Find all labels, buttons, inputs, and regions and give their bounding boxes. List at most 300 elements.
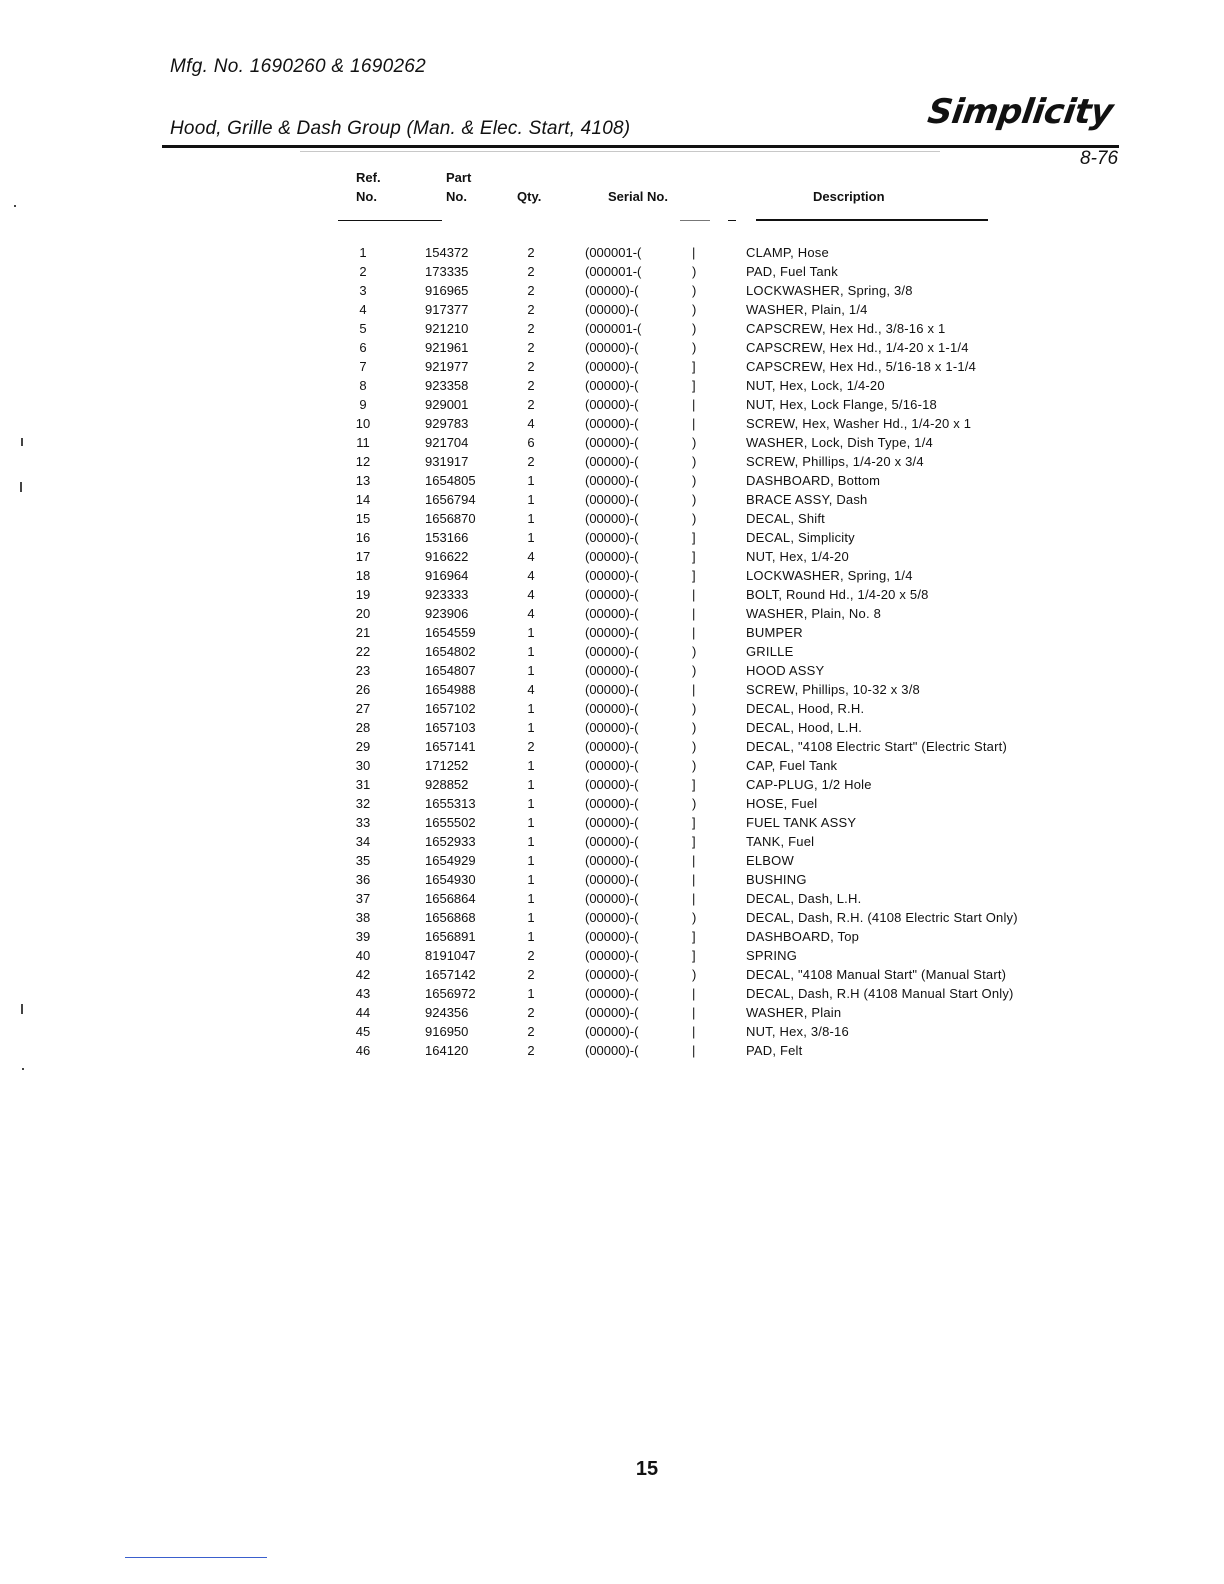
part-number: 1654930 [425, 872, 476, 887]
ref-number: 22 [355, 644, 371, 659]
ref-number: 33 [355, 815, 371, 830]
serial-end-mark: ] [692, 568, 696, 583]
ref-number: 43 [355, 986, 371, 1001]
description: PAD, Felt [746, 1043, 803, 1058]
part-number: 1655313 [425, 796, 476, 811]
table-row [0, 490, 1224, 509]
part-number: 928852 [425, 777, 469, 792]
part-number: 916622 [425, 549, 469, 564]
description: BUMPER [746, 625, 803, 640]
serial-end-mark: ] [692, 815, 696, 830]
serial-number: (00000)-( [585, 549, 639, 564]
serial-number: (00000)-( [585, 777, 639, 792]
quantity: 4 [527, 606, 535, 621]
serial-number: (00000)-( [585, 929, 639, 944]
part-number: 8191047 [425, 948, 476, 963]
quantity: 4 [527, 587, 535, 602]
description: DECAL, Shift [746, 511, 825, 526]
manufacturer-number: Mfg. No. 1690260 & 1690262 [170, 56, 427, 77]
quantity: 6 [527, 435, 535, 450]
serial-number: (00000)-( [585, 986, 639, 1001]
serial-end-mark: ) [692, 663, 697, 678]
serial-end-mark: ] [692, 929, 696, 944]
serial-end-mark: | [692, 397, 696, 412]
serial-end-mark: ) [692, 796, 697, 811]
description: PAD, Fuel Tank [746, 264, 838, 279]
serial-end-mark: | [692, 853, 696, 868]
quantity: 1 [527, 530, 535, 545]
ref-number: 12 [355, 454, 371, 469]
scan-speck [21, 1004, 23, 1014]
description: SCREW, Phillips, 1/4-20 x 3/4 [746, 454, 924, 469]
description: NUT, Hex, 1/4-20 [746, 549, 849, 564]
serial-number: (00000)-( [585, 834, 639, 849]
description: DASHBOARD, Top [746, 929, 860, 944]
header-rule-faint [300, 151, 940, 152]
description: DASHBOARD, Bottom [746, 473, 881, 488]
serial-number: (00000)-( [585, 340, 639, 355]
quantity: 4 [527, 549, 535, 564]
quantity: 1 [527, 758, 535, 773]
col-header-ref [356, 168, 381, 206]
description: DECAL, Simplicity [746, 530, 855, 545]
quantity: 2 [527, 397, 535, 412]
col-header-part [446, 168, 471, 206]
quantity: 4 [527, 416, 535, 431]
serial-end-mark: ) [692, 264, 697, 279]
serial-number: (00000)-( [585, 739, 639, 754]
part-number: 1656870 [425, 511, 476, 526]
description: BOLT, Round Hd., 1/4-20 x 5/8 [746, 587, 929, 602]
serial-number: (00000)-( [585, 910, 639, 925]
serial-number: (00000)-( [585, 416, 639, 431]
table-row [0, 1041, 1224, 1060]
description: WASHER, Plain [746, 1005, 842, 1020]
ref-number: 16 [355, 530, 371, 545]
serial-number: (00000)-( [585, 530, 639, 545]
serial-number: (00000)-( [585, 644, 639, 659]
serial-number: (00000)-( [585, 606, 639, 621]
part-number: 924356 [425, 1005, 469, 1020]
header-rule [162, 145, 1119, 148]
serial-number: (00000)-( [585, 492, 639, 507]
table-row [0, 756, 1224, 775]
quantity: 1 [527, 891, 535, 906]
ref-number: 1 [359, 245, 367, 260]
part-number: 1654802 [425, 644, 476, 659]
serial-end-mark: ) [692, 321, 697, 336]
ref-number: 44 [355, 1005, 371, 1020]
table-row [0, 718, 1224, 737]
description: DECAL, Dash, L.H. [746, 891, 862, 906]
description: ELBOW [746, 853, 794, 868]
table-row [0, 509, 1224, 528]
table-row [0, 338, 1224, 357]
footer-line [125, 1557, 267, 1558]
part-number: 923358 [425, 378, 469, 393]
table-row [0, 680, 1224, 699]
description: FUEL TANK ASSY [746, 815, 857, 830]
col-header-part-top: Part [446, 170, 472, 185]
description: DECAL, Hood, L.H. [746, 720, 863, 735]
ref-number: 10 [355, 416, 371, 431]
quantity: 2 [527, 739, 535, 754]
serial-number: (00000)-( [585, 967, 639, 982]
serial-number: (00000)-( [585, 302, 639, 317]
table-row [0, 813, 1224, 832]
part-number: 1657142 [425, 967, 476, 982]
quantity: 2 [527, 967, 535, 982]
description: LOCKWASHER, Spring, 3/8 [746, 283, 913, 298]
table-row [0, 566, 1224, 585]
serial-end-mark: ) [692, 644, 697, 659]
description: WASHER, Plain, No. 8 [746, 606, 882, 621]
part-number: 916965 [425, 283, 469, 298]
table-row [0, 281, 1224, 300]
table-row [0, 262, 1224, 281]
table-row [0, 376, 1224, 395]
ref-number: 17 [355, 549, 371, 564]
quantity: 1 [527, 720, 535, 735]
table-row [0, 737, 1224, 756]
serial-end-mark: | [692, 1005, 696, 1020]
quantity: 2 [527, 245, 535, 260]
serial-number: (00000)-( [585, 796, 639, 811]
table-row [0, 433, 1224, 452]
table-row [0, 1003, 1224, 1022]
serial-end-mark: ] [692, 359, 696, 374]
serial-number: (00000)-( [585, 587, 639, 602]
serial-end-mark: | [692, 606, 696, 621]
quantity: 2 [527, 321, 535, 336]
serial-number: (00000)-( [585, 568, 639, 583]
description: DECAL, Dash, R.H. (4108 Electric Start Only) [746, 910, 1018, 925]
serial-end-mark: | [692, 1043, 696, 1058]
serial-end-mark: ) [692, 739, 697, 754]
description: DECAL, "4108 Electric Start" (Electric Start) [746, 739, 1007, 754]
part-number: 173335 [425, 264, 469, 279]
serial-end-mark: ) [692, 283, 697, 298]
part-number: 1657103 [425, 720, 476, 735]
description: WASHER, Plain, 1/4 [746, 302, 868, 317]
serial-number: (00000)-( [585, 663, 639, 678]
part-number: 1654805 [425, 473, 476, 488]
description: DECAL, Hood, R.H. [746, 701, 865, 716]
part-number: 931917 [425, 454, 469, 469]
serial-number: (00000)-( [585, 853, 639, 868]
quantity: 2 [527, 359, 535, 374]
page-number: 15 [635, 1458, 659, 1480]
ref-number: 2 [359, 264, 367, 279]
serial-end-mark: | [692, 625, 696, 640]
serial-end-mark: | [692, 872, 696, 887]
serial-number: (00000)-( [585, 701, 639, 716]
quantity: 2 [527, 283, 535, 298]
quantity: 1 [527, 834, 535, 849]
quantity: 1 [527, 663, 535, 678]
serial-end-mark: ) [692, 511, 697, 526]
header-underline-ref [338, 220, 442, 221]
serial-number: (00000)-( [585, 948, 639, 963]
quantity: 2 [527, 1024, 535, 1039]
ref-number: 40 [355, 948, 371, 963]
part-number: 921977 [425, 359, 469, 374]
ref-number: 4 [359, 302, 367, 317]
table-row [0, 965, 1224, 984]
ref-number: 8 [359, 378, 367, 393]
ref-number: 26 [355, 682, 371, 697]
serial-end-mark: ) [692, 302, 697, 317]
serial-end-mark: ] [692, 549, 696, 564]
part-number: 921210 [425, 321, 469, 336]
quantity: 1 [527, 492, 535, 507]
serial-number: (00000)-( [585, 758, 639, 773]
part-number: 916950 [425, 1024, 469, 1039]
table-row [0, 1022, 1224, 1041]
serial-end-mark: | [692, 891, 696, 906]
description: SCREW, Hex, Washer Hd., 1/4-20 x 1 [746, 416, 972, 431]
part-number: 1657141 [425, 739, 476, 754]
header-underline-dash-2 [728, 220, 736, 221]
serial-end-mark: ] [692, 834, 696, 849]
description: NUT, Hex, 3/8-16 [746, 1024, 849, 1039]
description: HOOD ASSY [746, 663, 825, 678]
serial-end-mark: ] [692, 530, 696, 545]
serial-end-mark: ) [692, 967, 697, 982]
serial-end-mark: ] [692, 777, 696, 792]
part-number: 923906 [425, 606, 469, 621]
quantity: 1 [527, 986, 535, 1001]
part-number: 1656868 [425, 910, 476, 925]
quantity: 1 [527, 815, 535, 830]
serial-end-mark: ) [692, 492, 697, 507]
ref-number: 15 [355, 511, 371, 526]
part-number: 153166 [425, 530, 469, 545]
ref-number: 18 [355, 568, 371, 583]
part-number: 1654559 [425, 625, 476, 640]
quantity: 2 [527, 1005, 535, 1020]
ref-number: 27 [355, 701, 371, 716]
table-row [0, 585, 1224, 604]
table-row [0, 946, 1224, 965]
serial-end-mark: | [692, 245, 696, 260]
serial-number: (00000)-( [585, 1024, 639, 1039]
table-row [0, 984, 1224, 1003]
serial-number: (00000)-( [585, 397, 639, 412]
description: BRACE ASSY, Dash [746, 492, 868, 507]
serial-number: (00000)-( [585, 511, 639, 526]
table-row [0, 642, 1224, 661]
serial-end-mark: ) [692, 454, 697, 469]
serial-end-mark: ) [692, 435, 697, 450]
serial-number: (00000)-( [585, 378, 639, 393]
part-number: 1657102 [425, 701, 476, 716]
serial-end-mark: ) [692, 340, 697, 355]
quantity: 1 [527, 701, 535, 716]
serial-number: (00000)-( [585, 454, 639, 469]
table-row [0, 889, 1224, 908]
serial-number: (00000)-( [585, 891, 639, 906]
description: GRILLE [746, 644, 794, 659]
part-number: 921704 [425, 435, 469, 450]
ref-number: 37 [355, 891, 371, 906]
serial-number: (00000)-( [585, 473, 639, 488]
quantity: 2 [527, 454, 535, 469]
ref-number: 38 [355, 910, 371, 925]
serial-number: (00000)-( [585, 1005, 639, 1020]
quantity: 1 [527, 910, 535, 925]
part-number: 923333 [425, 587, 469, 602]
description: NUT, Hex, Lock, 1/4-20 [746, 378, 885, 393]
header-underline-dash [680, 220, 710, 221]
serial-end-mark: | [692, 682, 696, 697]
ref-number: 6 [359, 340, 367, 355]
ref-number: 30 [355, 758, 371, 773]
quantity: 4 [527, 568, 535, 583]
col-header-description: Description [813, 189, 885, 204]
part-number: 1655502 [425, 815, 476, 830]
serial-end-mark: ) [692, 701, 697, 716]
ref-number: 46 [355, 1043, 371, 1058]
description: NUT, Hex, Lock Flange, 5/16-18 [746, 397, 937, 412]
part-number: 164120 [425, 1043, 469, 1058]
section-title: Hood, Grille & Dash Group (Man. & Elec. Start, 4108) [170, 118, 631, 139]
table-row [0, 528, 1224, 547]
table-row [0, 471, 1224, 490]
table-row [0, 319, 1224, 338]
quantity: 2 [527, 302, 535, 317]
description: CAPSCREW, Hex Hd., 3/8-16 x 1 [746, 321, 946, 336]
serial-number: (000001-( [585, 245, 642, 260]
parts-table [0, 243, 1224, 1060]
description: CAPSCREW, Hex Hd., 5/16-18 x 1-1/4 [746, 359, 977, 374]
description: HOSE, Fuel [746, 796, 818, 811]
ref-number: 5 [359, 321, 367, 336]
serial-number: (00000)-( [585, 1043, 639, 1058]
table-row [0, 794, 1224, 813]
serial-end-mark: | [692, 1024, 696, 1039]
serial-end-mark: | [692, 416, 696, 431]
serial-number: (000001-( [585, 321, 642, 336]
part-number: 921961 [425, 340, 469, 355]
description: DECAL, "4108 Manual Start" (Manual Start) [746, 967, 1007, 982]
quantity: 1 [527, 796, 535, 811]
table-row [0, 661, 1224, 680]
table-row [0, 832, 1224, 851]
quantity: 1 [527, 929, 535, 944]
part-number: 154372 [425, 245, 469, 260]
table-row [0, 699, 1224, 718]
ref-number: 36 [355, 872, 371, 887]
quantity: 2 [527, 264, 535, 279]
quantity: 2 [527, 948, 535, 963]
ref-number: 42 [355, 967, 371, 982]
ref-number: 7 [359, 359, 367, 374]
ref-number: 31 [355, 777, 371, 792]
serial-number: (00000)-( [585, 720, 639, 735]
ref-number: 19 [355, 587, 371, 602]
part-number: 1656972 [425, 986, 476, 1001]
part-number: 1656794 [425, 492, 476, 507]
ref-number: 21 [355, 625, 371, 640]
quantity: 4 [527, 682, 535, 697]
description: BUSHING [746, 872, 807, 887]
scan-speck [21, 438, 23, 446]
part-number: 1654988 [425, 682, 476, 697]
quantity: 2 [527, 340, 535, 355]
table-row [0, 908, 1224, 927]
ref-number: 39 [355, 929, 371, 944]
part-number: 929783 [425, 416, 469, 431]
ref-number: 20 [355, 606, 371, 621]
table-row [0, 623, 1224, 642]
ref-number: 13 [355, 473, 371, 488]
part-number: 1654929 [425, 853, 476, 868]
quantity: 1 [527, 853, 535, 868]
serial-number: (00000)-( [585, 359, 639, 374]
col-header-part-bottom: No. [446, 189, 467, 204]
col-header-ref-bottom: No. [356, 189, 377, 204]
serial-end-mark: ) [692, 720, 697, 735]
serial-end-mark: ) [692, 473, 697, 488]
quantity: 1 [527, 473, 535, 488]
scan-speck [14, 205, 16, 207]
description: SPRING [746, 948, 798, 963]
serial-number: (00000)-( [585, 435, 639, 450]
brand-logo: Simplicity [925, 92, 1116, 132]
ref-number: 45 [355, 1024, 371, 1039]
table-row [0, 452, 1224, 471]
table-row [0, 357, 1224, 376]
description: WASHER, Lock, Dish Type, 1/4 [746, 435, 933, 450]
table-row [0, 604, 1224, 623]
table-row [0, 927, 1224, 946]
header-underline-description [756, 219, 988, 221]
ref-number: 3 [359, 283, 367, 298]
quantity: 2 [527, 1043, 535, 1058]
description: LOCKWASHER, Spring, 1/4 [746, 568, 913, 583]
part-number: 1656864 [425, 891, 476, 906]
quantity: 1 [527, 625, 535, 640]
serial-end-mark: ) [692, 758, 697, 773]
serial-number: (00000)-( [585, 682, 639, 697]
ref-number: 29 [355, 739, 371, 754]
description: SCREW, Phillips, 10-32 x 3/8 [746, 682, 920, 697]
serial-end-mark: | [692, 587, 696, 602]
serial-end-mark: | [692, 986, 696, 1001]
table-row [0, 395, 1224, 414]
table-row [0, 414, 1224, 433]
scan-speck [22, 1068, 24, 1070]
quantity: 2 [527, 378, 535, 393]
description: DECAL, Dash, R.H (4108 Manual Start Only) [746, 986, 1014, 1001]
serial-end-mark: ) [692, 910, 697, 925]
serial-number: (00000)-( [585, 283, 639, 298]
revision-date: 8-76 [1080, 148, 1119, 169]
table-row [0, 870, 1224, 889]
description: CAP, Fuel Tank [746, 758, 838, 773]
col-header-serial: Serial No. [608, 189, 668, 204]
part-number: 171252 [425, 758, 469, 773]
serial-number: (000001-( [585, 264, 642, 279]
ref-number: 32 [355, 796, 371, 811]
serial-end-mark: ] [692, 378, 696, 393]
part-number: 929001 [425, 397, 469, 412]
description: TANK, Fuel [746, 834, 815, 849]
serial-number: (00000)-( [585, 625, 639, 640]
ref-number: 35 [355, 853, 371, 868]
ref-number: 11 [356, 435, 370, 450]
